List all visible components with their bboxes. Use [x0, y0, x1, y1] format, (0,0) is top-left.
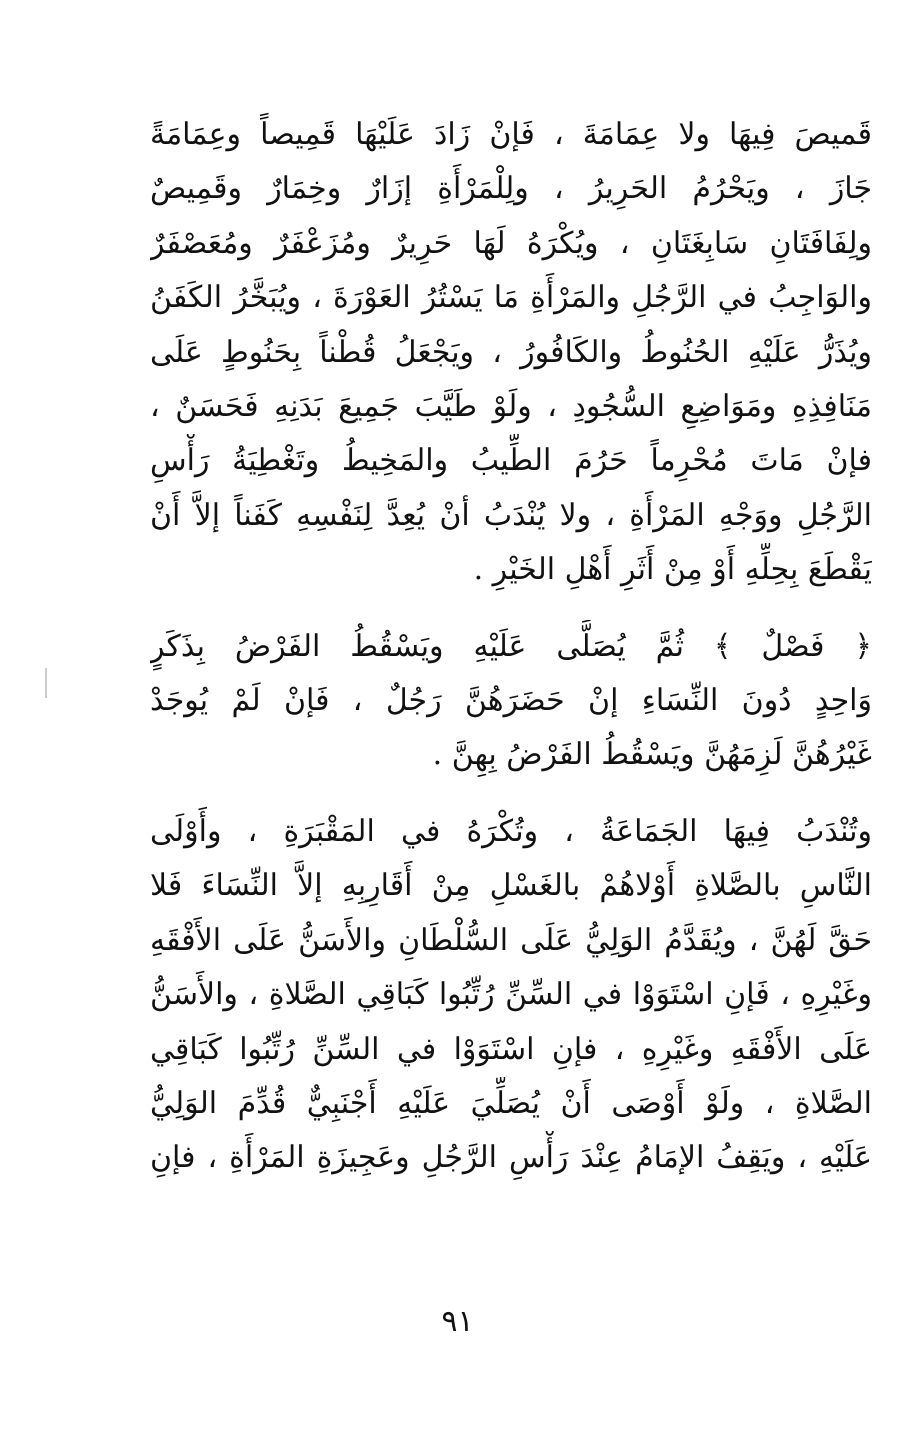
- paragraph-2: [150, 620, 872, 783]
- scan-edge-mark: [45, 668, 47, 698]
- paragraph-3: [150, 805, 872, 1186]
- text-line: حَقَّ لَهُنَّ ، ويُقَدَّمُ الوَلِيُّ عَلَى السُّلْطَانِ والأَسَنُّ عَلَى الأَفْقَهِ: [150, 922, 872, 958]
- text-line: النَّاسِ بالصَّلاةِ أَوْلاهُمْ بالغَسْلِ مِنْ أَقَارِبِهِ إلاَّ النِّسَاءَ فَلا: [150, 868, 872, 904]
- text-line: الرَّجُلِ ووَجْهِ المَرْأَةِ ، ولا يُنْدَبُ أنْ يُعِدَّ لِنَفْسِهِ كَفَناً إلاَّ أَنْ: [150, 497, 872, 533]
- page-body: [150, 108, 872, 1186]
- text-line: الصَّلاةِ ، ولَوْ أَوْصَى أَنْ يُصَلِّيَ عَلَيْهِ أَجْنَبِيٌّ قُدِّمَ الوَلِيُّ: [150, 1085, 872, 1121]
- text-line: والوَاجِبُ في الرَّجُلِ والمَرْأَةِ مَا يَسْتُرُ العَوْرَةَ ، ويُبَخَّرُ الكَفَنُ: [150, 280, 872, 316]
- paragraph-1: [150, 108, 872, 598]
- text-line: ولِفَافَتَانِ سَابِغَتَانِ ، ويُكْرَهُ لَهَا حَرِيرٌ ومُزَعْفَرٌ ومُعَصْفَرٌ: [150, 225, 872, 261]
- text-line: وتُنْدَبُ فِيهَا الجَمَاعَةُ ، وتُكْرَهُ في المَقْبَرَةِ ، وأَوْلَى: [150, 813, 872, 849]
- text-line: وَاحِدٍ دُونَ النِّسَاءِ إنْ حَضَرَهُنَّ رَجُلٌ ، فَإنْ لَمْ يُوجَدْ: [150, 683, 872, 719]
- text-line: وغَيْرِهِ ، فَإنِ اسْتَوَوْا في السِّنِّ رُتِّبُوا كَبَاقِي الصَّلاةِ ، والأَسَنُّ: [150, 977, 872, 1013]
- text-line: عَلَى الأَفْقَهِ وغَيْرِهِ ، فإنِ اسْتَوَوْا في السِّنِّ رُتِّبُوا كَبَاقِي: [150, 1031, 872, 1067]
- text-line: مَنَافِذِهِ ومَوَاضِعِ السُّجُودِ ، ولَوْ طَيَّبَ جَمِيعَ بَدَنِهِ فَحَسَنٌ ،: [150, 389, 872, 425]
- section-heading-line: ﴿ فَصْلٌ ﴾ ثُمَّ يُصَلَّى عَلَيْهِ ويَسْقُطُ الفَرْضُ بِذَكَرٍ: [150, 628, 872, 664]
- text-line: يَقْطَعَ بِحِلِّهِ أَوْ مِنْ أَثَرِ أَهْلِ الخَيْرِ .: [473, 552, 872, 588]
- text-line: قَميصَ فِيهَا ولا عِمَامَةَ ، فَإنْ زَادَ عَلَيْهَا قَمِيصاً وعِمَامَةً: [150, 117, 872, 152]
- text-line: جَازَ ، ويَحْرُمُ الحَرِيرُ ، ولِلْمَرْأَةِ إزَارٌ وخِمَارٌ وقَمِيصٌ: [150, 171, 872, 207]
- text-line: غَيْرُهُنَّ لَزِمَهُنَّ ويَسْقُطُ الفَرْضُ بِهِنَّ .: [432, 737, 872, 773]
- page-number: ٩١: [441, 1304, 474, 1339]
- text-line: فإنْ مَاتَ مُحْرِماً حَرُمَ الطِّيبُ والمَخِيطُ وتَغْطِيَةُ رَأْسِ: [150, 443, 872, 479]
- text-line: ويُذَرُّ عَلَيْهِ الحُنُوطُ والكَافُورُ ، ويَجْعَلُ قُطْناً بِحَنُوطٍ عَلَى: [150, 334, 872, 370]
- text-line: عَلَيْهِ ، ويَقِفُ الإمَامُ عِنْدَ رَأْسِ الرَّجُلِ وعَجِيزَةِ المَرْأَةِ ، فإنِ: [150, 1140, 872, 1176]
